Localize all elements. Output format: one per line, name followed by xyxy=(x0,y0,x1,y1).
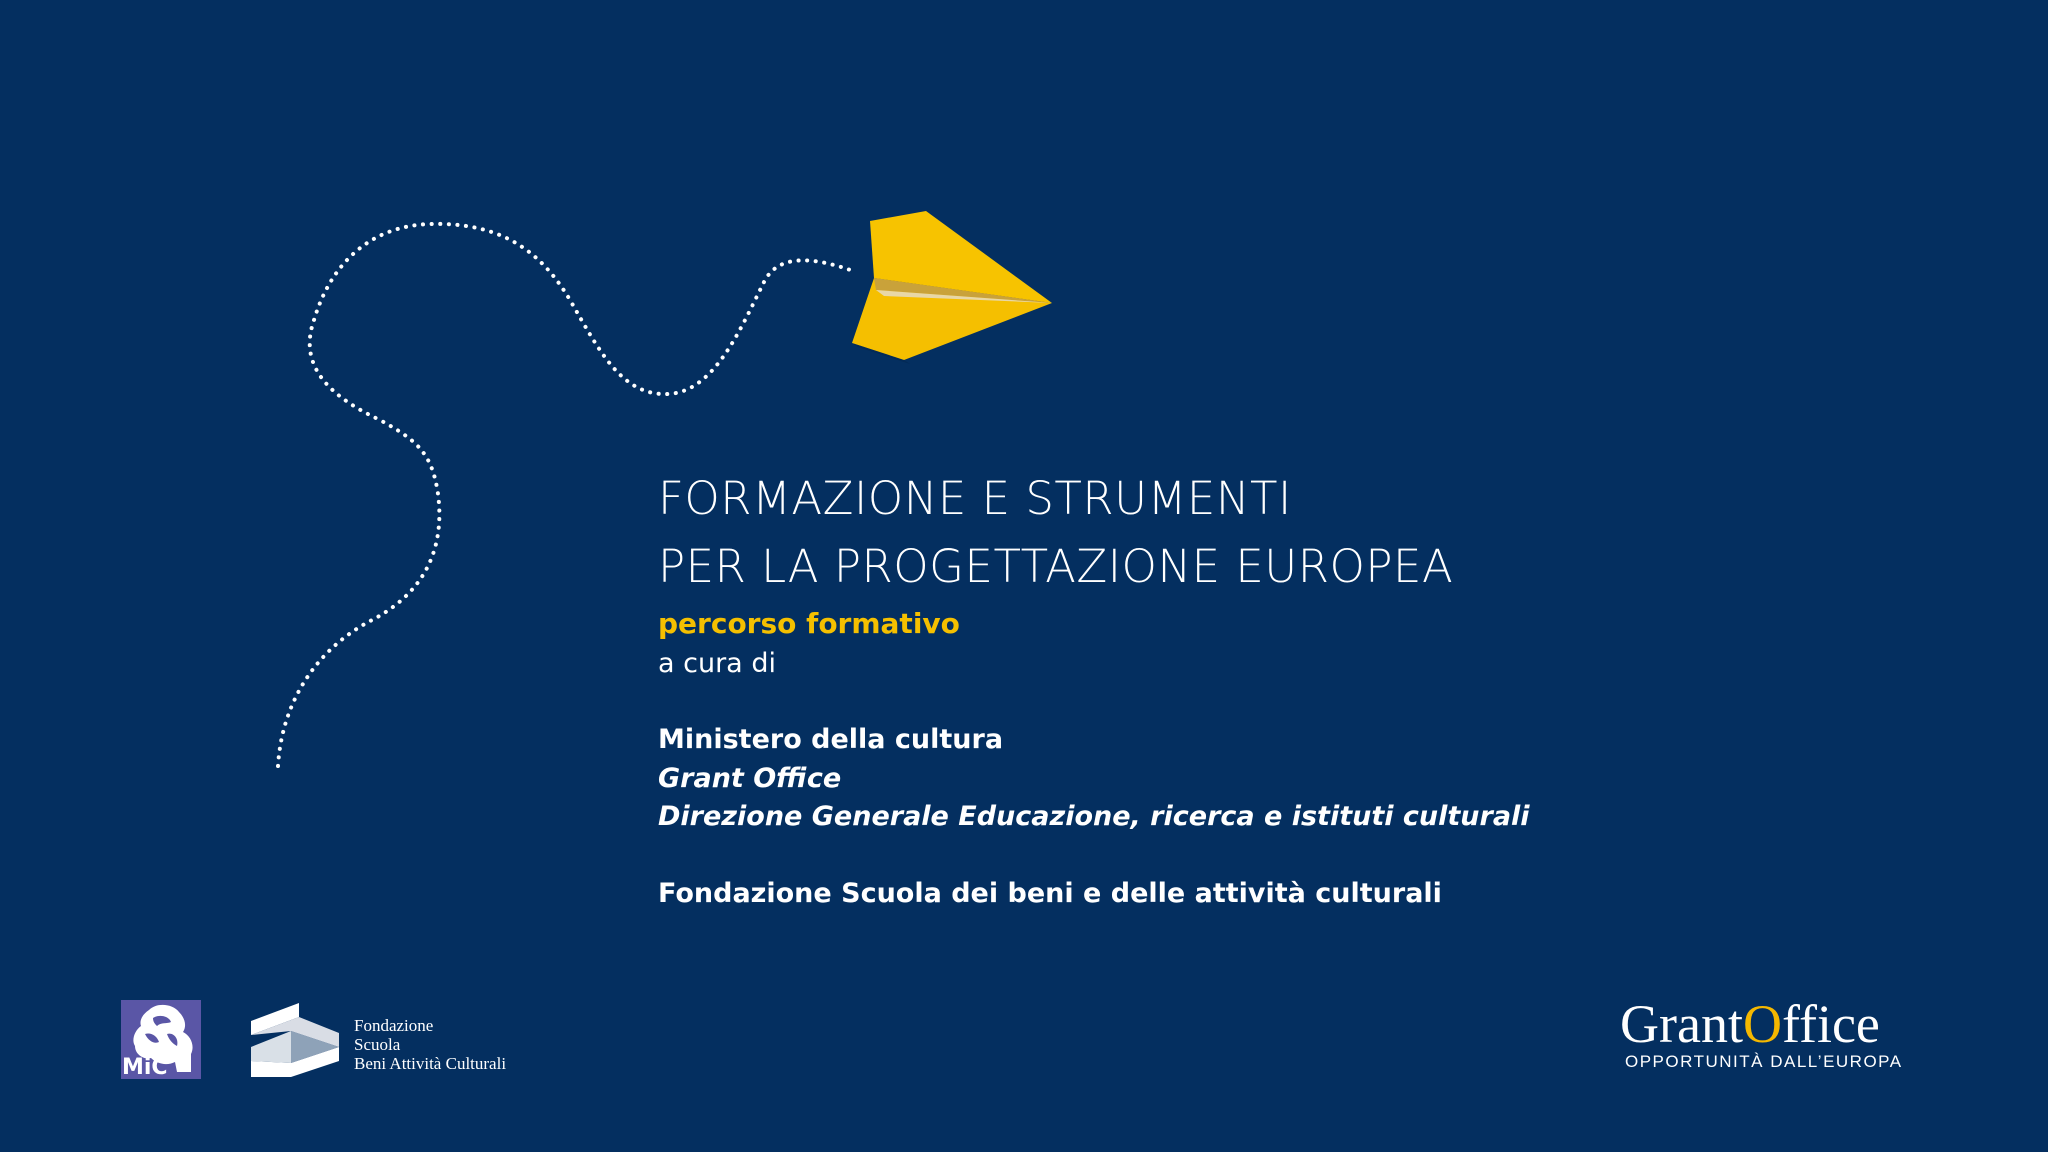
fondazione-mark-icon xyxy=(249,1003,341,1077)
title-line-1: FORMAZIONE E STRUMENTI xyxy=(658,472,1292,525)
subtitle: percorso formativo xyxy=(658,607,960,640)
grant-office-name-accent: O xyxy=(1742,994,1782,1054)
mic-label: MiC xyxy=(122,1055,168,1080)
fondazione-line-3: Beni Attività Culturali xyxy=(354,1054,507,1073)
organizer-grant-office: Grant Office xyxy=(658,763,842,794)
fondazione-line-2: Scuola xyxy=(354,1035,401,1054)
fondazione-wordmark xyxy=(354,1016,506,1073)
organizer-directorate: Direzione Generale Educazione, ricerca e istituti culturali xyxy=(658,801,1530,832)
grant-office-tagline: OPPORTUNITÀ DALL’EUROPA xyxy=(1625,1052,1903,1071)
grant-office-wordmark xyxy=(1620,996,1880,1052)
paper-plane-icon xyxy=(852,211,1052,364)
grant-office-logo xyxy=(1620,996,1920,1076)
title-line-2: PER LA PROGETTAZIONE EUROPEA xyxy=(658,540,1454,593)
organizer-ministry: Ministero della cultura xyxy=(658,724,1004,755)
grant-office-name-part-1: Grant xyxy=(1620,994,1743,1054)
organizer-foundation: Fondazione Scuola dei beni e delle attività culturali xyxy=(658,878,1442,909)
mic-logo xyxy=(121,1000,201,1079)
fondazione-line-1: Fondazione xyxy=(354,1016,434,1035)
grant-office-name-part-3: ffice xyxy=(1781,994,1880,1054)
curated-by-label: a cura di xyxy=(658,648,776,679)
